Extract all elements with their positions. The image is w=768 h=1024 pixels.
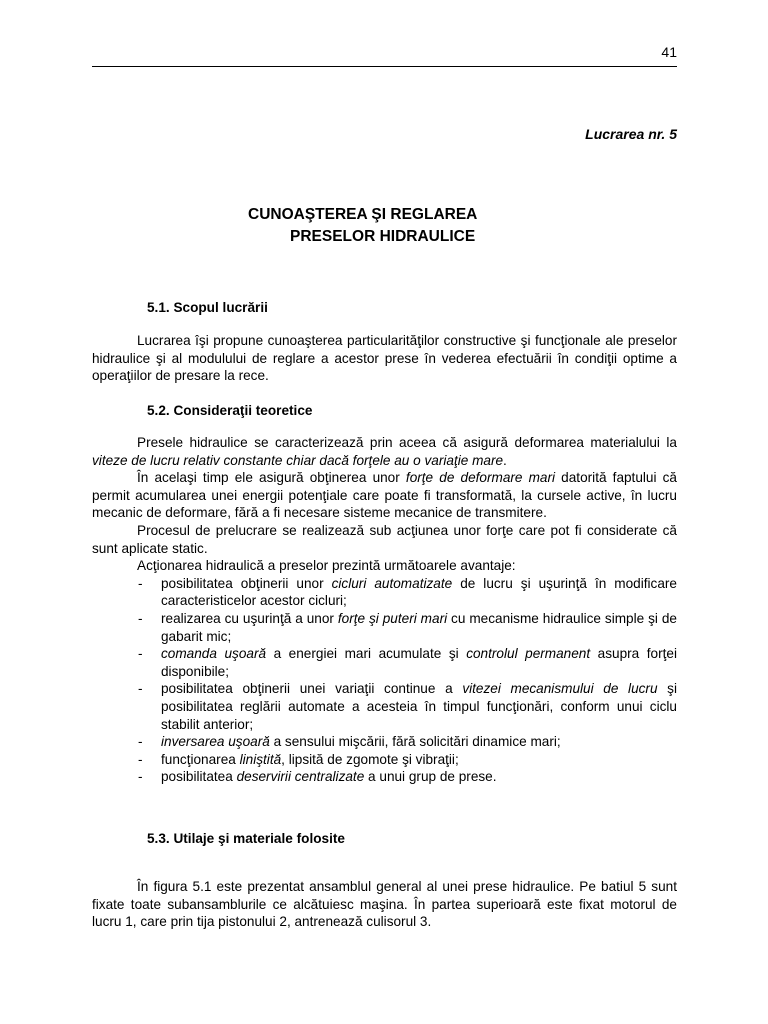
dash-bullet: - xyxy=(138,681,143,697)
header-rule xyxy=(92,66,677,67)
section-1-paragraph: Lucrarea îşi propune cunoaşterea particularităţilor constructive şi funcţionale ale preselor hidraulice şi al modulului de reglare a acestor prese în vederea efectuării în condiţii optime a operaţiilor de presare la rece. xyxy=(92,333,677,384)
p1-text-a: Presele hidraulice se caracterizează prin aceea că asigură deformarea materialului la xyxy=(137,435,677,450)
list-item: - posibilitatea obţinerii unei variaţii continue a vitezei mecanismului de lucru şi posibilitatea reglării automate a acesteia în timpul funcţionări, conform unui ciclu stabilit anterior; xyxy=(138,681,677,732)
list-item: - posibilitatea obţinerii unor cicluri automatizate de lucru şi uşurinţă în modificare caracteristicelor acestor cicluri; xyxy=(138,575,677,609)
dash-bullet: - xyxy=(138,610,143,626)
dash-bullet: - xyxy=(138,575,143,591)
page-number: 41 xyxy=(661,44,677,60)
advantages-list xyxy=(92,575,677,786)
title-line-2: PRESELOR HIDRAULICE xyxy=(290,228,476,245)
section-3-body xyxy=(92,878,677,931)
section-1-heading: 5.1. Scopul lucrării xyxy=(147,300,268,315)
list-item: - funcţionarea liniştită, lipsită de zgomote şi vibraţii; xyxy=(138,751,459,767)
paragraph-presele xyxy=(92,434,677,469)
lab-label: Lucrarea nr. 5 xyxy=(585,126,677,142)
p1-emphasis: viteze de lucru relativ constante chiar dacă forţele au o variaţie mare xyxy=(92,452,504,468)
dash-bullet: - xyxy=(138,751,143,767)
section-3-heading: 5.3. Utilaje şi materiale folosite xyxy=(147,831,345,846)
section-1-body xyxy=(92,332,677,385)
p2-text-b: datorită faptului că permit acumularea unei energii potenţiale care poate fi transformată, la cursele active, în lucru mecanic de deformare, fără a fi necesare sisteme mecanice de transmitere. xyxy=(92,470,677,521)
section-2-heading: 5.2. Consideraţii teoretice xyxy=(147,403,313,418)
paragraph-procesul: Procesul de prelucrare se realizează sub acţiunea unor forţe care pot fi considerate că sunt aplicate static. xyxy=(92,522,677,556)
dash-bullet: - xyxy=(138,734,143,750)
list-item: - inversarea uşoară a sensului mişcării, fără solicitări dinamice mari; xyxy=(138,734,561,750)
p2-text-a: În acelaşi timp ele asigură obţinerea unor xyxy=(137,470,406,486)
title-line-1: CUNOAŞTEREA ŞI REGLAREA xyxy=(248,206,478,223)
list-item: - realizarea cu uşurinţă a unor forţe şi puteri mari cu mecanisme hidraulice simple şi de gabarit mic; xyxy=(138,610,677,644)
p1-text-b: . xyxy=(503,452,507,468)
section-2-body xyxy=(92,434,677,786)
paragraph-actionarea: Acţionarea hidraulică a preselor prezintă următoarele avantaje: xyxy=(137,558,516,574)
list-item: - posibilitatea deservirii centralizate a unui grup de prese. xyxy=(138,769,497,785)
section-3-paragraph: În figura 5.1 este prezentat ansamblul general al unei prese hidraulice. Pe batiul 5 sunt fixate toate subansamblurile ce alcătuiesc maşina. În partea superioară este fixat motorul de lucru 1, care prin tija pistonului 2, antrenează culisorul 3. xyxy=(92,879,677,930)
dash-bullet: - xyxy=(138,769,143,785)
paragraph-in-acelasi-timp xyxy=(92,469,677,522)
dash-bullet: - xyxy=(138,646,143,662)
list-item: - comanda uşoară a energiei mari acumulate şi controlul permanent asupra forţei disponibile; xyxy=(138,646,677,679)
p2-emphasis: forţe de deformare mari xyxy=(405,470,556,486)
